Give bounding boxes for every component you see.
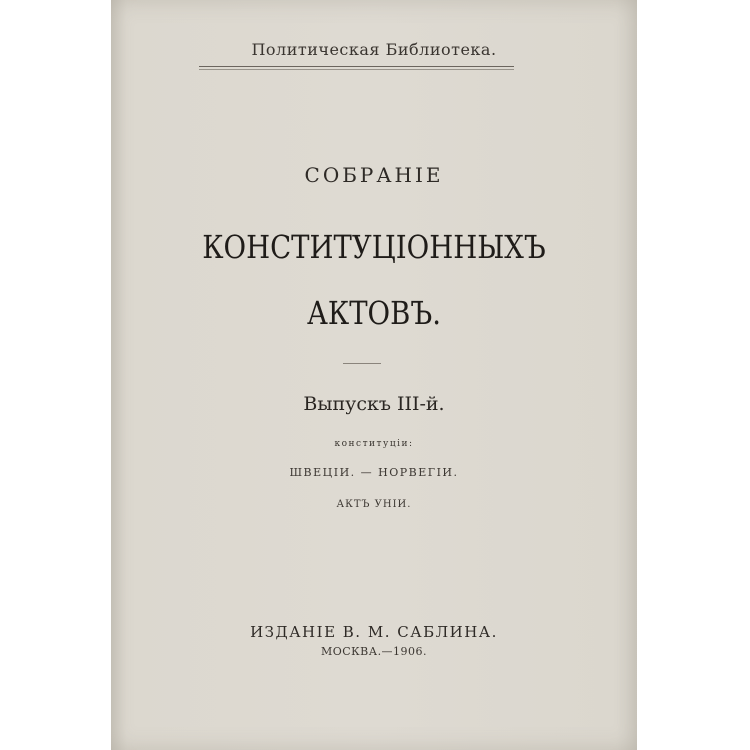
title-line-2: КОНСТИТУЦІОННЫХЪ [202, 228, 546, 266]
title-line-3: АКТОВЪ. [307, 294, 441, 332]
place-year: МОСКВА.—1906. [320, 645, 428, 658]
contents-act: АКТЪ УНІИ. [336, 499, 412, 510]
contents-label: конституціи: [334, 439, 414, 449]
header-rule-thin [199, 69, 514, 70]
publisher: ИЗДАНІЕ В. М. САБЛИНА. [250, 623, 498, 641]
series-title: Политическая Библиотека. [251, 40, 497, 59]
issue-number: Выпускъ III-й. [303, 393, 445, 415]
header-rule [199, 66, 514, 67]
divider-rule [343, 363, 381, 364]
title-line-1: СОБРАНІЕ [304, 163, 444, 187]
title-page [111, 0, 637, 750]
contents-countries: ШВЕЦІИ. — НОРВЕГІИ. [289, 466, 459, 479]
